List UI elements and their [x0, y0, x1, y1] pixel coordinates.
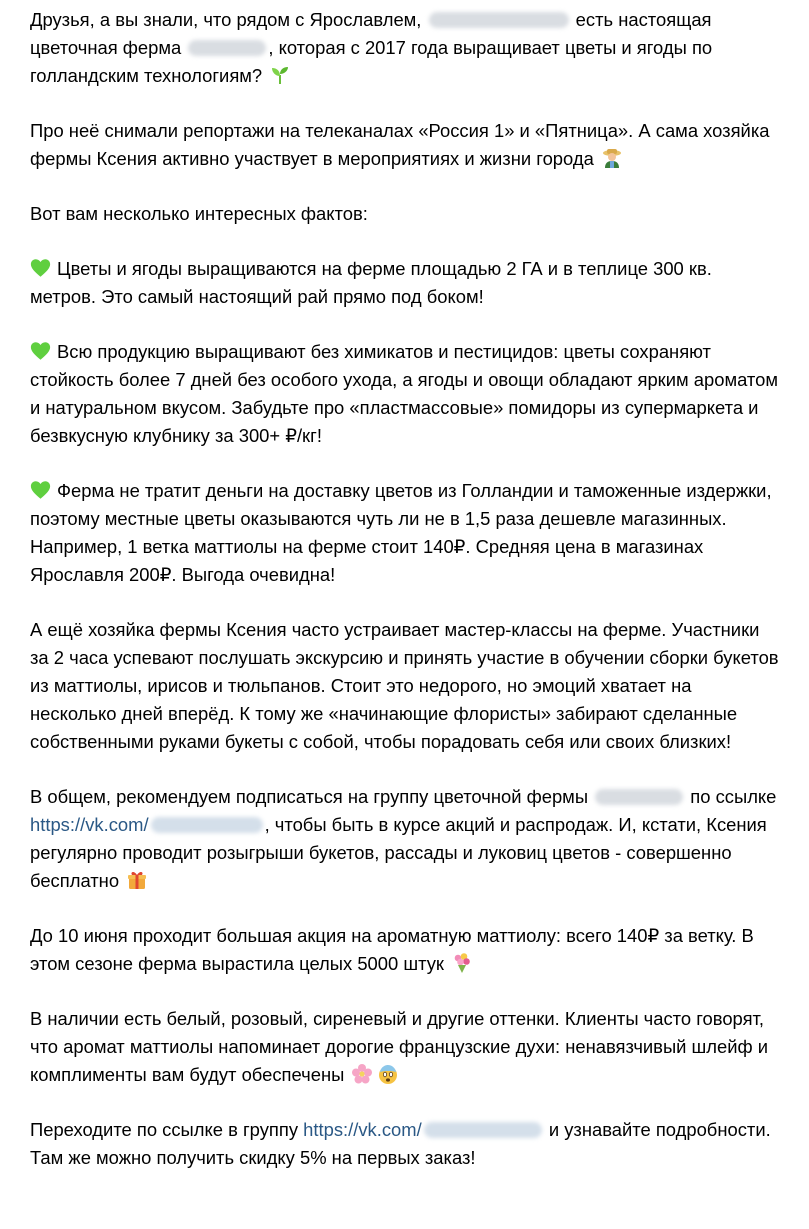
paragraph-colors: [30, 1005, 779, 1089]
intro-text-1: Друзья, а вы знали, что рядом с Ярославлем,: [30, 9, 422, 30]
intro-text-2: есть настоящая цветочная ферма: [30, 9, 712, 58]
seedling-icon: [269, 64, 291, 86]
group-link[interactable]: https://vk.com/: [30, 814, 265, 835]
fact-1-text: Цветы и ягоды выращиваются на ферме площадью 2 ГА и в теплице 300 кв. метров. Это самый настоящий рай прямо под боком!: [30, 258, 712, 307]
subscribe-text-2: по ссылке: [690, 786, 777, 807]
paragraph-intro: [30, 6, 779, 90]
paragraph-fact-2: [30, 338, 779, 450]
facts-heading-text: Вот вам несколько интересных фактов:: [30, 203, 368, 224]
green-heart-icon: [30, 480, 51, 500]
paragraph-tv: [30, 117, 779, 173]
green-heart-icon: [30, 258, 51, 278]
gift-icon: [126, 869, 148, 891]
paragraph-subscribe: [30, 783, 779, 895]
group-link[interactable]: https://vk.com/: [303, 1119, 544, 1140]
promo-text: До 10 июня проходит большая акция на ароматную маттиолу: всего 140₽ за ветку. В этом сезоне ферма вырастила целых 5000 штук: [30, 925, 754, 974]
cherry-blossom-icon: [351, 1063, 373, 1085]
farmer-icon: [601, 147, 623, 169]
hot-face-icon: [377, 1063, 399, 1085]
paragraph-facts-heading: [30, 200, 779, 228]
bouquet-icon: [451, 952, 473, 974]
paragraph-promo: [30, 922, 779, 978]
redacted-farm-name: [595, 789, 683, 805]
masterclass-text: А ещё хозяйка фермы Ксения часто устраивает мастер-классы на ферме. Участники за 2 часа успевают послушать экскурсию и принять участие в обучении сборки букетов из маттиолы, ирисов и тюльпанов. Стоит это недорого, но эмоций хватает на несколько дней вперёд. К тому же «начинающие флористы» забирают сделанные собственными руками букеты с собой, чтобы порадовать себя или своих близких!: [30, 619, 779, 752]
fact-2-text: Всю продукцию выращивают без химикатов и пестицидов: цветы сохраняют стойкость более 7 дней без особого ухода, а ягоды и овощи обладают ярким ароматом и натуральном вкусом. Забудьте про «пластмассовые» помидоры из супермаркета и безвкусную клубнику за 300+ ₽/кг!: [30, 341, 778, 446]
final-text-2: и узнавайте подробности. Там же можно получить скидку 5% на первых заказ!: [30, 1119, 771, 1168]
subscribe-text-1: В общем, рекомендуем подписаться на группу цветочной фермы: [30, 786, 589, 807]
colors-text: В наличии есть белый, розовый, сиреневый и другие оттенки. Клиенты часто говорят, что аромат маттиолы напоминает дорогие французские духи: ненавязчивый шлейф и комплименты вам будут обеспечены: [30, 1008, 769, 1085]
redacted-link-path: [424, 1122, 542, 1138]
redacted-farm-name: [188, 40, 266, 56]
subscribe-text-3: , чтобы быть в курсе акций и распродаж. И, кстати, Ксения регулярно проводит розыгрыши букетов, рассады и луковиц цветов - совершенно бесплатно: [30, 814, 767, 891]
redacted-village-name: [429, 12, 569, 28]
paragraph-fact-1: [30, 255, 779, 311]
redacted-link-path: [151, 817, 263, 833]
paragraph-fact-3: [30, 477, 779, 589]
green-heart-icon: [30, 341, 51, 361]
tv-text: Про неё снимали репортажи на телеканалах «Россия 1» и «Пятница». А сама хозяйка фермы Ксения активно участвует в мероприятиях и жизни города: [30, 120, 770, 169]
paragraph-final: [30, 1116, 779, 1172]
intro-text-3: , которая с 2017 года выращивает цветы и ягоды по голландским технологиям?: [30, 37, 713, 86]
paragraph-masterclass: [30, 616, 779, 756]
final-text-1: Переходите по ссылке в группу: [30, 1119, 299, 1140]
fact-3-text: Ферма не тратит деньги на доставку цветов из Голландии и таможенные издержки, поэтому местные цветы оказываются чуть ли не в 1,5 раза дешевле магазинных. Например, 1 ветка маттиолы на ферме стоит 140₽. Средняя цена в магазинах Ярославля 200₽. Выгода очевидна!: [30, 480, 772, 585]
